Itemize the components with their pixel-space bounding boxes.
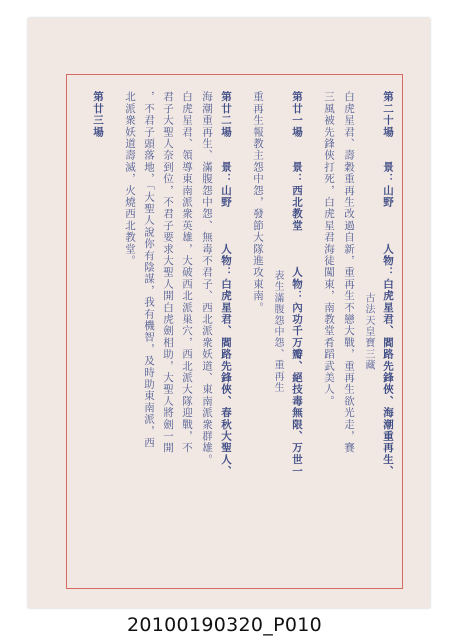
- scene-22-plot-line-3: ，不君子頭落地，「大聖人說你有陰謀，我有機智，及時助東南派，西: [143, 91, 155, 449]
- scene-23-header: 第廿三場: [92, 91, 104, 138]
- scene-22-plot-line-4: 北派衆妖道壽滅，火燒西北教堂。: [124, 91, 136, 267]
- scene-22-cast-continued: 海潮重再生、滿腹怨中怨、無毒不君子、西北派衆妖道、東南派衆群雄。: [201, 91, 213, 466]
- document-page: [28, 18, 430, 608]
- scene-21-cast-continued: 表生滿腹怨中怨、重再生: [272, 91, 283, 394]
- archive-id-caption: 20100190320_P010: [127, 614, 322, 636]
- scene-20-plot-line-1: 白虎星君、壽穀重再生改過自新，重再生不戀大戰，重再生欲光走，賽: [343, 91, 355, 454]
- scene-21-plot-line: 重再生報教主怨中怨，發節大隊進攻東南。: [252, 91, 264, 314]
- scene-20-plot-line-2: 三風被先鋒俠打死，白虎星君海徒闖東，南教堂肴蹈武美人。: [323, 91, 335, 407]
- scene-22-plot-line-1: 白虎星君、領導東南派衆英雄，大破西北派巢穴，西北派大隊迎戰，不: [181, 91, 193, 454]
- scene-22-header-line: 第廿二場 景：山野 人物：白虎星君、閻路先鋒俠、春秋大聖人、: [220, 91, 232, 478]
- scene-20-cast-continued: 古法天皇寶三藏: [363, 91, 374, 371]
- scene-21-header-line: 第廿一場 景：西北教堂 人物：內功千万瓣、絕技毒無限、万世一: [291, 91, 303, 478]
- scene-22-plot-line-2: 君子大聖人奈到位，不君子要求大聖人開白虎劍相助，大聖人將劍一開: [162, 91, 174, 454]
- scene-20-header-line: 第二十場 景：山野 人物：白虎星君、閻路先鋒俠、海潮重再生、: [382, 91, 394, 478]
